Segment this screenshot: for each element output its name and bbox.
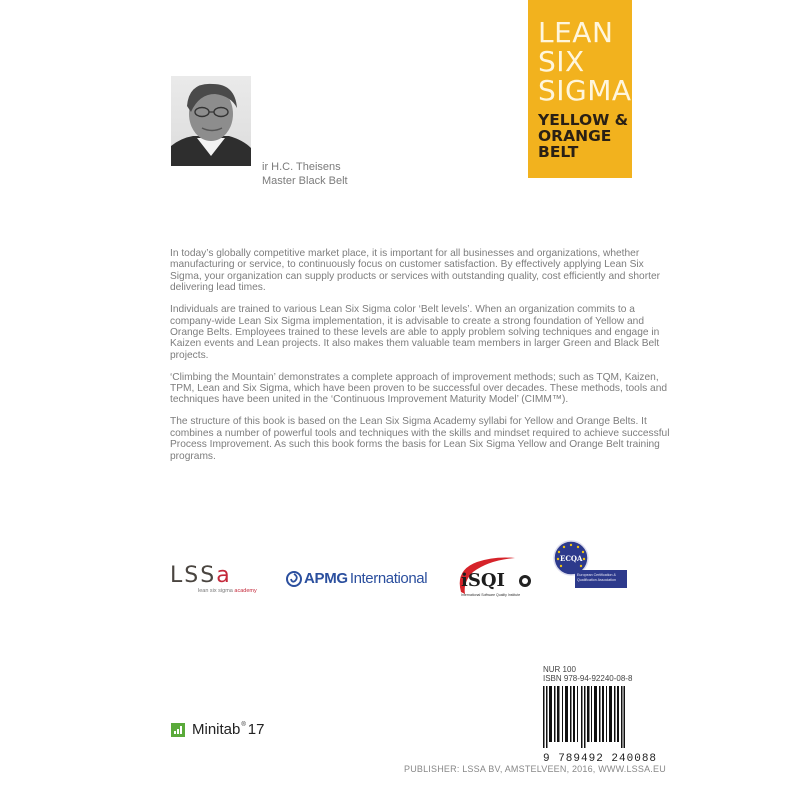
subtitle-line: BELT <box>538 143 579 161</box>
cover-title-badge <box>528 0 632 178</box>
apmg-light: International <box>349 570 428 587</box>
apmg-logo <box>286 570 427 587</box>
isqi-tagline: International Software Quality Institute <box>461 593 521 597</box>
minitab-name: Minitab <box>192 721 241 738</box>
barcode-bars <box>543 686 657 748</box>
paragraph: The structure of this book is based on the Lean Six Sigma Academy syllabi for Yellow and Orange Belts. It combines a number of powerful tools and techniques with the skills and mindset required to achieve successful Process Improvement. As such this book forms the basis for Lean Six Sigma Yellow and Orange Belt training programs. <box>170 416 670 462</box>
ecqa-label <box>575 570 627 588</box>
subtitle-line: YELLOW & <box>538 111 629 129</box>
cover-title <box>538 18 632 105</box>
partner-logos <box>170 540 670 610</box>
title-line: SIX <box>538 45 585 78</box>
cover-subtitle <box>538 112 628 160</box>
apmg-swirl-icon <box>286 571 302 587</box>
author-photo <box>171 76 251 166</box>
minitab-reg: ® <box>241 721 246 728</box>
title-line: SIGMA <box>538 74 632 107</box>
minitab-version: 17 <box>247 721 265 738</box>
publisher-line: PUBLISHER: LSSA BV, AMSTELVEEN, 2016, WWW.LSSA.EU <box>404 764 666 774</box>
isqi-mark: iSQI <box>461 570 505 591</box>
author-caption <box>262 160 348 188</box>
isbn-text: ISBN 978-94-92240-08-8 <box>543 674 633 683</box>
isqi-logo <box>455 550 535 600</box>
ecqa-line: Qualification Association <box>577 578 616 582</box>
ecqa-logo <box>553 540 628 600</box>
paragraph: In today’s globally competitive market place, it is important for all businesses and organizations, whether manufacturing or service, to continuously focus on customer satisfaction. By effectively applying Lean Six Sigma, your organization can supply products or services with outstanding quality, cost efficiently and shorter delivering lead times. <box>170 248 661 294</box>
isbn-barcode <box>543 665 657 766</box>
paragraph: ‘Climbing the Mountain’ demonstrates a complete approach of improvement methods; such as TQM, Kaizen, TPM, Lean and Six Sigma, which have been proven to be successful over decades. These methods, tools and techniques have been united in the ‘Continuous Improvement Maturity Model’ (CIMM™). <box>170 371 668 406</box>
back-cover-blurb <box>170 248 670 473</box>
barcode-digits: 9 789492 240088 <box>543 753 658 765</box>
lssa-tagline: lean six sigma <box>198 588 233 594</box>
lssa-mark-accent: a <box>216 563 232 588</box>
lssa-tagline-accent: academy <box>234 588 257 594</box>
lssa-logo <box>170 563 257 594</box>
title-line: LEAN <box>538 16 614 49</box>
author-role: Master Black Belt <box>262 175 348 187</box>
ecqa-mark: ECQA <box>560 554 583 563</box>
nur-code: NUR 100 <box>543 665 576 674</box>
ecqa-line: European Certification & <box>577 573 616 577</box>
lssa-mark: LSS <box>170 563 217 588</box>
apmg-bold: APMG <box>304 570 348 587</box>
minitab-chart-icon <box>171 723 185 737</box>
subtitle-line: ORANGE <box>538 127 612 145</box>
paragraph: Individuals are trained to various Lean Six Sigma color ‘Belt levels’. When an organization commits to a company-wide Lean Six Sigma implementation, it is advisable to create a strong foundation of Yellow and Orange Belts. Employees trained to these levels are able to apply problem solving techniques and engage in Kaizen events and Lean projects. It also makes them valuable team members in larger Green and Black Belt projects. <box>170 304 660 361</box>
minitab-logo <box>171 721 264 738</box>
author-name: ir H.C. Theisens <box>262 161 341 173</box>
